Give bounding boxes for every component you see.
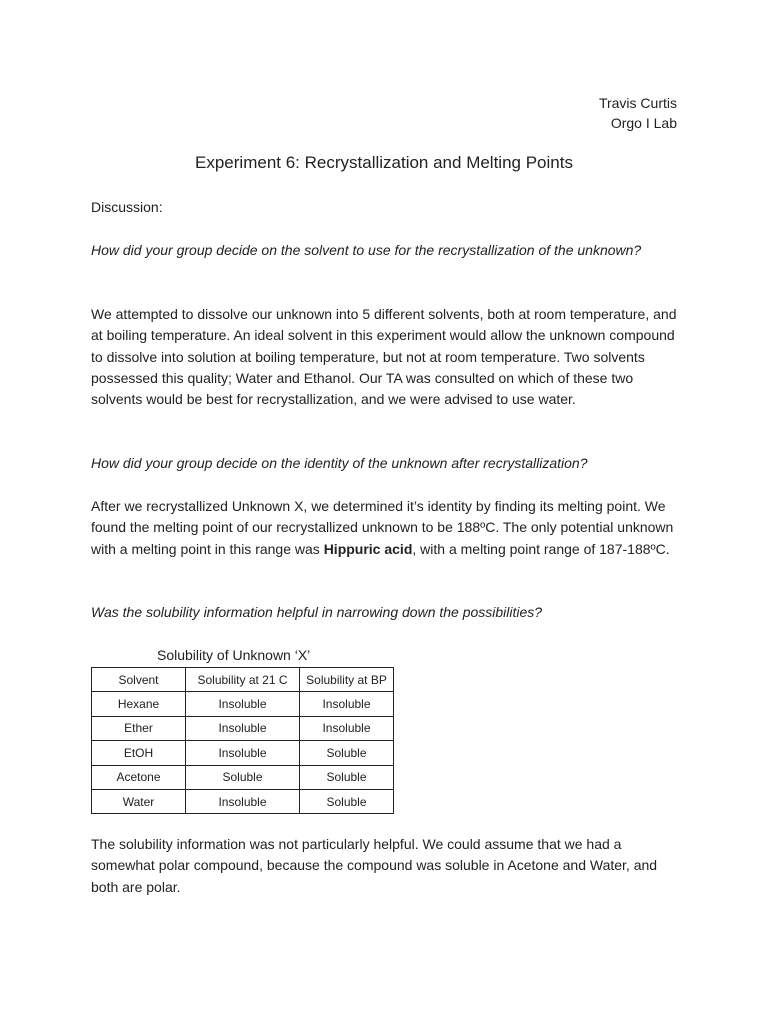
table-cell: Insoluble (186, 789, 300, 813)
table-caption: Solubility of Unknown ‘X’ (157, 647, 311, 663)
answer-2-text-start: After we recrystallized Unknown X, we determined it’s identity by finding its melting point. We found the melting point of our recrystallized unknown to be 188ºC. The only potential unknown with a melting point in this range was (91, 498, 674, 557)
table-header-cell: Solubility at BP (300, 668, 394, 692)
table-cell: Soluble (300, 741, 394, 765)
table-cell: Ether (92, 716, 186, 740)
author-name: Travis Curtis (598, 95, 677, 111)
table-header-cell: Solubility at 21 C (186, 668, 300, 692)
table-row (92, 765, 394, 789)
question-3: Was the solubility information helpful in narrowing down the possibilities? (91, 604, 543, 620)
table-header-cell: Solvent (92, 668, 186, 692)
document-title: Experiment 6: Recrystallization and Melting Points (195, 153, 573, 172)
table-cell: Insoluble (186, 741, 300, 765)
course-name: Orgo I Lab (610, 115, 677, 131)
table-cell: Soluble (186, 765, 300, 789)
table-cell: Acetone (92, 765, 186, 789)
answer-2-bold-compound: Hippuric acid (323, 540, 413, 557)
table-cell: Soluble (300, 765, 394, 789)
table-cell: Insoluble (186, 716, 300, 740)
discussion-label: Discussion: (91, 199, 163, 215)
table-row (92, 789, 394, 813)
table-cell: Insoluble (300, 692, 394, 716)
header-block (599, 93, 677, 133)
table-cell: Insoluble (300, 716, 394, 740)
answer-3: The solubility information was not particularly helpful. We could assume that we had a somewhat polar compound, because the compound was soluble in Acetone and Water, and both are polar. (91, 836, 658, 895)
answer-2 (91, 496, 681, 560)
table-header-row (92, 668, 394, 692)
question-2: How did your group decide on the identity of the unknown after recrystallization? (91, 455, 588, 471)
table-cell: Water (92, 789, 186, 813)
table-cell: Hexane (92, 692, 186, 716)
question-1: How did your group decide on the solvent to use for the recrystallization of the unknown? (91, 242, 642, 258)
table-cell: Soluble (300, 789, 394, 813)
table-cell: Insoluble (186, 692, 300, 716)
table-row (92, 741, 394, 765)
solubility-table (91, 667, 394, 814)
table-row (92, 716, 394, 740)
answer-2-text-end: , with a melting point range of 187-188ºC. (412, 540, 670, 557)
table-cell: EtOH (92, 741, 186, 765)
table-row (92, 692, 394, 716)
answer-1: We attempted to dissolve our unknown into 5 different solvents, both at room temperature, and at boiling temperature. An ideal solvent in this experiment would allow the unknown compound to dissolve into solution at boiling temperature, but not at room temperature. Two solvents possessed this quality; Water and Ethanol. Our TA was consulted on which of these two solvents would be best for recrystallization, and we were advised to use water. (91, 306, 677, 408)
